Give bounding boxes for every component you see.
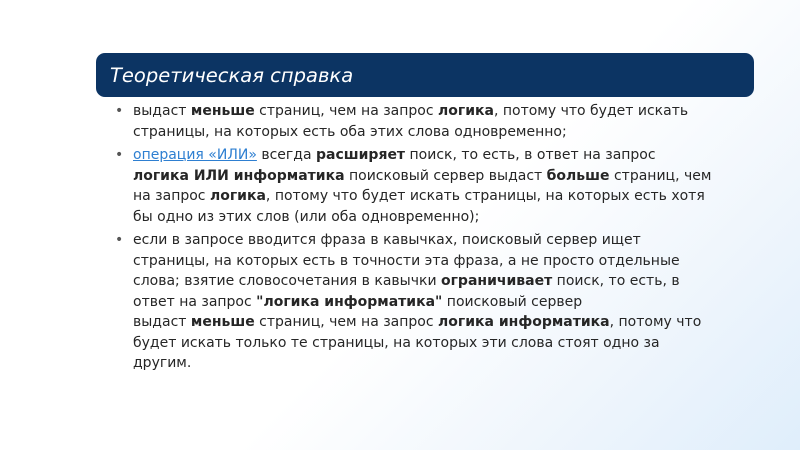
text-run: страницы, на которых есть оба этих слова одновременно; — [133, 123, 567, 140]
bullet-item — [114, 145, 754, 227]
hyperlink[interactable]: операция «ИЛИ» — [133, 147, 257, 163]
bullet-list — [114, 101, 754, 377]
text-line — [133, 101, 754, 122]
text-run: поиск, то есть, в — [552, 273, 680, 289]
bold-text: расширяет — [315, 147, 406, 163]
text-line — [133, 353, 754, 374]
text-run: будет искать только те страницы, на которых эти слова стоят одно за — [133, 334, 660, 351]
bold-text: логика ИЛИ информатика — [133, 167, 345, 184]
bullet-marker: • — [115, 103, 124, 119]
text-line — [133, 122, 754, 143]
text-line — [133, 207, 754, 228]
text-line — [133, 312, 754, 333]
text-line — [133, 230, 754, 251]
text-run: поиск, то есть, в ответ на запрос — [405, 147, 656, 163]
text-run: страниц, чем на запрос — [254, 103, 439, 119]
bullet-marker: • — [115, 147, 124, 163]
text-run: бы одно из этих слов (или оба одновременно); — [133, 208, 480, 225]
bold-text: логика — [209, 188, 266, 204]
text-run: , потому что будет искать — [493, 103, 689, 119]
text-run: слова; взятие словосочетания в кавычки — [133, 273, 441, 289]
text-run: поисковый сервер выдаст — [344, 167, 547, 184]
bullet-item — [114, 230, 754, 374]
bold-text: "логика информатика" — [256, 293, 443, 310]
bold-text: меньше — [190, 103, 255, 119]
text-run: поисковый сервер — [442, 293, 583, 310]
bold-text: больше — [546, 167, 610, 184]
text-run: страницы, на которых есть в точности эта фраза, а не просто отдельные — [133, 252, 680, 269]
text-line — [133, 292, 754, 313]
text-run: страниц, чем — [609, 167, 712, 184]
text-run: ответ на запрос — [133, 293, 257, 310]
bold-text: ограничивает — [441, 273, 553, 289]
text-line — [133, 166, 754, 187]
text-run: , потому что — [609, 314, 702, 330]
title-bar — [96, 53, 754, 97]
text-line — [133, 333, 754, 354]
text-line — [133, 186, 754, 207]
text-run: всегда — [256, 147, 316, 163]
bold-text: логика — [438, 103, 494, 119]
text-run: на запрос — [133, 188, 210, 204]
text-run: выдаст — [133, 314, 191, 330]
text-run: другим. — [133, 355, 192, 371]
bold-text: логика информатика — [438, 314, 610, 330]
text-line — [133, 271, 754, 292]
text-run: если в запросе вводится фраза в кавычках, поисковый сервер ищет — [133, 232, 641, 248]
bullet-marker: • — [115, 232, 124, 248]
text-run: страниц, чем на запрос — [254, 314, 439, 330]
bold-text: меньше — [190, 314, 255, 330]
text-run: , потому что будет искать страницы, на которых есть хотя — [265, 188, 705, 204]
slide-title: Теоретическая справка — [110, 64, 354, 87]
text-line — [133, 251, 754, 272]
text-run: выдаст — [133, 103, 191, 119]
bullet-item — [114, 101, 754, 142]
text-line — [133, 145, 754, 166]
